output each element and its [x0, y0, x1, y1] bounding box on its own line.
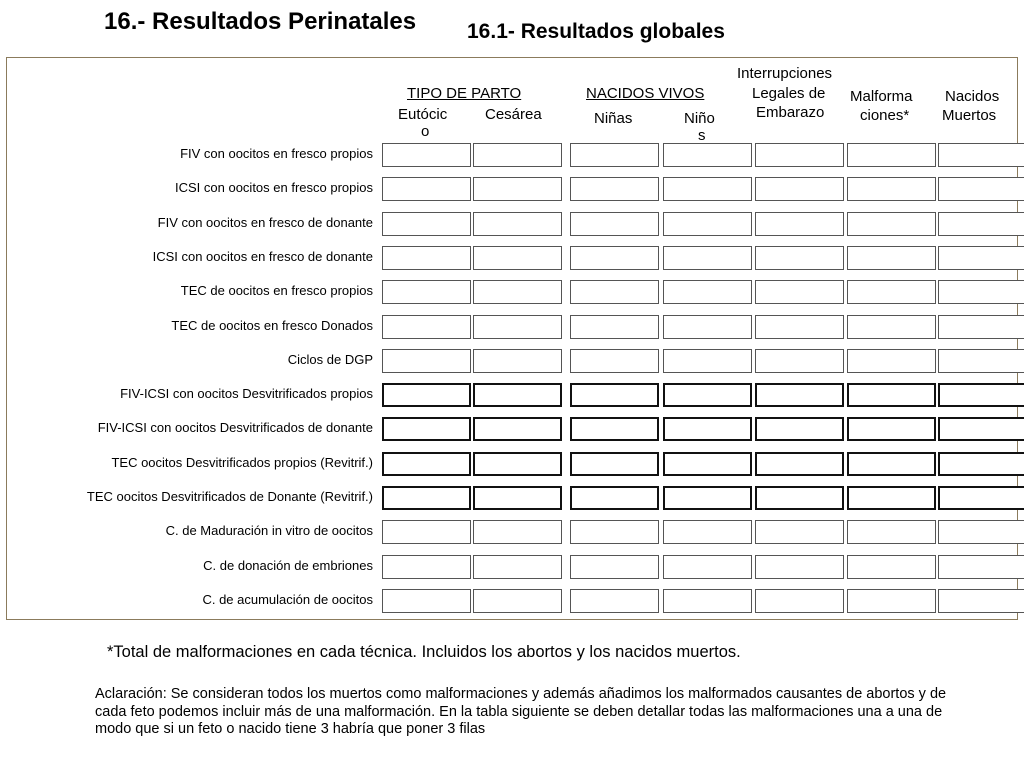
cell-nacidos-muertos[interactable]	[938, 555, 1024, 579]
cell-ninas[interactable]	[570, 486, 659, 510]
cell-cesarea[interactable]	[473, 246, 562, 270]
header-eutocico-line2: o	[421, 123, 430, 140]
cell-eutocico[interactable]	[382, 177, 471, 201]
row-label: Ciclos de DGP	[287, 352, 373, 367]
cell-cesarea[interactable]	[473, 383, 562, 407]
cell-interrupciones[interactable]	[755, 555, 844, 579]
cell-cesarea[interactable]	[473, 143, 562, 167]
header-cesarea: Cesárea	[485, 106, 542, 123]
cell-eutocico[interactable]	[382, 212, 471, 236]
cell-ninas[interactable]	[570, 520, 659, 544]
cell-eutocico[interactable]	[382, 315, 471, 339]
cell-eutocico[interactable]	[382, 555, 471, 579]
cell-ninas[interactable]	[570, 452, 659, 476]
row-label: FIV-ICSI con oocitos Desvitrificados de donante	[97, 420, 373, 435]
row-label: TEC de oocitos en fresco propios	[180, 283, 373, 298]
cell-nacidos-muertos[interactable]	[938, 520, 1024, 544]
cell-cesarea[interactable]	[473, 212, 562, 236]
cell-eutocico[interactable]	[382, 417, 471, 441]
row-label: TEC oocitos Desvitrificados de Donante (Revitrif.)	[86, 489, 373, 504]
cell-interrupciones[interactable]	[755, 383, 844, 407]
header-ninos-line1: Niño	[684, 110, 715, 127]
cell-malformaciones[interactable]	[847, 212, 936, 236]
cell-ninos[interactable]	[663, 246, 752, 270]
cell-ninos[interactable]	[663, 486, 752, 510]
cell-nacidos-muertos[interactable]	[938, 315, 1024, 339]
cell-eutocico[interactable]	[382, 349, 471, 373]
cell-eutocico[interactable]	[382, 452, 471, 476]
cell-ninos[interactable]	[663, 383, 752, 407]
cell-eutocico[interactable]	[382, 520, 471, 544]
cell-nacidos-muertos[interactable]	[938, 246, 1024, 270]
section-subtitle: 16.1- Resultados globales	[467, 20, 725, 43]
cell-malformaciones[interactable]	[847, 520, 936, 544]
header-eutocico-line1: Eutócic	[398, 106, 448, 123]
cell-ninas[interactable]	[570, 417, 659, 441]
cell-ninos[interactable]	[663, 212, 752, 236]
cell-cesarea[interactable]	[473, 555, 562, 579]
cell-interrupciones[interactable]	[755, 315, 844, 339]
cell-ninas[interactable]	[570, 177, 659, 201]
cell-ninas[interactable]	[570, 212, 659, 236]
cell-cesarea[interactable]	[473, 349, 562, 373]
cell-nacidos-muertos[interactable]	[938, 349, 1024, 373]
row-label: C. de donación de embriones	[203, 558, 373, 573]
cell-interrupciones[interactable]	[755, 246, 844, 270]
row-label: FIV con oocitos en fresco propios	[180, 146, 373, 161]
cell-interrupciones[interactable]	[755, 349, 844, 373]
row-label: C. de acumulación de oocitos	[202, 592, 373, 607]
header-interrupciones-line1: Interrupciones	[737, 65, 833, 82]
cell-malformaciones[interactable]	[847, 589, 936, 613]
cell-malformaciones[interactable]	[847, 486, 936, 510]
cell-nacidos-muertos[interactable]	[938, 177, 1024, 201]
cell-malformaciones[interactable]	[847, 315, 936, 339]
cell-ninos[interactable]	[663, 555, 752, 579]
cell-nacidos-muertos[interactable]	[938, 417, 1024, 441]
cell-ninas[interactable]	[570, 555, 659, 579]
row-label: TEC oocitos Desvitrificados propios (Revitrif.)	[111, 455, 373, 470]
cell-ninos[interactable]	[663, 349, 752, 373]
malformations-footnote: *Total de malformaciones en cada técnica. Incluidos los abortos y los nacidos muertos.	[107, 643, 741, 661]
cell-interrupciones[interactable]	[755, 177, 844, 201]
cell-ninos[interactable]	[663, 589, 752, 613]
clarification-note: Aclaración: Se consideran todos los muertos como malformaciones y además añadimos los malformados causantes de abortos y de cada feto podemos incluir más de una malformación. En la tabla siguiente se deben detallar todas las malformaciones una a una de modo que si un feto o nacido tiene 3 habría que poner 3 filas	[95, 686, 947, 737]
cell-malformaciones[interactable]	[847, 246, 936, 270]
cell-eutocico[interactable]	[382, 280, 471, 304]
cell-interrupciones[interactable]	[755, 486, 844, 510]
cell-cesarea[interactable]	[473, 520, 562, 544]
cell-malformaciones[interactable]	[847, 349, 936, 373]
cell-ninas[interactable]	[570, 589, 659, 613]
cell-nacidos-muertos[interactable]	[938, 212, 1024, 236]
cell-interrupciones[interactable]	[755, 520, 844, 544]
header-interrupciones-line2: Legales de	[752, 85, 826, 102]
cell-malformaciones[interactable]	[847, 177, 936, 201]
cell-malformaciones[interactable]	[847, 280, 936, 304]
row-label: ICSI con oocitos en fresco propios	[175, 180, 373, 195]
row-label: C. de Maduración in vitro de oocitos	[165, 523, 373, 538]
cell-eutocico[interactable]	[382, 589, 471, 613]
header-nacidos-muertos-line1: Nacidos	[945, 88, 1000, 105]
cell-malformaciones[interactable]	[847, 417, 936, 441]
header-nacidos-vivos: NACIDOS VIVOS	[586, 85, 705, 102]
cell-interrupciones[interactable]	[755, 417, 844, 441]
cell-interrupciones[interactable]	[755, 143, 844, 167]
row-label: FIV con oocitos en fresco de donante	[157, 215, 373, 230]
cell-ninos[interactable]	[663, 315, 752, 339]
cell-malformaciones[interactable]	[847, 143, 936, 167]
cell-cesarea[interactable]	[473, 486, 562, 510]
cell-eutocico[interactable]	[382, 143, 471, 167]
header-malformaciones-line1: Malforma	[850, 88, 913, 105]
cell-nacidos-muertos[interactable]	[938, 280, 1024, 304]
header-ninas: Niñas	[594, 110, 633, 127]
cell-nacidos-muertos[interactable]	[938, 143, 1024, 167]
cell-interrupciones[interactable]	[755, 589, 844, 613]
cell-cesarea[interactable]	[473, 315, 562, 339]
cell-ninos[interactable]	[663, 280, 752, 304]
cell-malformaciones[interactable]	[847, 555, 936, 579]
header-nacidos-muertos-line2: Muertos	[942, 107, 997, 124]
cell-ninas[interactable]	[570, 246, 659, 270]
cell-ninos[interactable]	[663, 452, 752, 476]
row-label: TEC de oocitos en fresco Donados	[171, 318, 373, 333]
cell-interrupciones[interactable]	[755, 452, 844, 476]
cell-ninas[interactable]	[570, 143, 659, 167]
header-tipo-parto: TIPO DE PARTO	[407, 85, 522, 102]
cell-cesarea[interactable]	[473, 280, 562, 304]
row-label: FIV-ICSI con oocitos Desvitrificados propios	[120, 386, 373, 401]
cell-eutocico[interactable]	[382, 486, 471, 510]
cell-ninas[interactable]	[570, 383, 659, 407]
cell-ninas[interactable]	[570, 280, 659, 304]
page-title: 16.- Resultados Perinatales	[104, 8, 417, 35]
cell-nacidos-muertos[interactable]	[938, 589, 1024, 613]
cell-eutocico[interactable]	[382, 383, 471, 407]
cell-cesarea[interactable]	[473, 177, 562, 201]
cell-cesarea[interactable]	[473, 417, 562, 441]
row-label: ICSI con oocitos en fresco de donante	[152, 249, 373, 264]
cell-nacidos-muertos[interactable]	[938, 486, 1024, 510]
cell-interrupciones[interactable]	[755, 212, 844, 236]
cell-ninos[interactable]	[663, 143, 752, 167]
cell-ninas[interactable]	[570, 349, 659, 373]
header-ninos-line2: s	[698, 128, 706, 140]
cell-malformaciones[interactable]	[847, 452, 936, 476]
cell-interrupciones[interactable]	[755, 280, 844, 304]
header-interrupciones-line3: Embarazo	[756, 104, 825, 121]
cell-cesarea[interactable]	[473, 589, 562, 613]
header-malformaciones-line2: ciones*	[860, 107, 910, 124]
cell-eutocico[interactable]	[382, 246, 471, 270]
cell-ninas[interactable]	[570, 315, 659, 339]
cell-cesarea[interactable]	[473, 452, 562, 476]
cell-nacidos-muertos[interactable]	[938, 383, 1024, 407]
cell-malformaciones[interactable]	[847, 383, 936, 407]
cell-ninos[interactable]	[663, 417, 752, 441]
cell-nacidos-muertos[interactable]	[938, 452, 1024, 476]
cell-ninos[interactable]	[663, 520, 752, 544]
cell-ninos[interactable]	[663, 177, 752, 201]
